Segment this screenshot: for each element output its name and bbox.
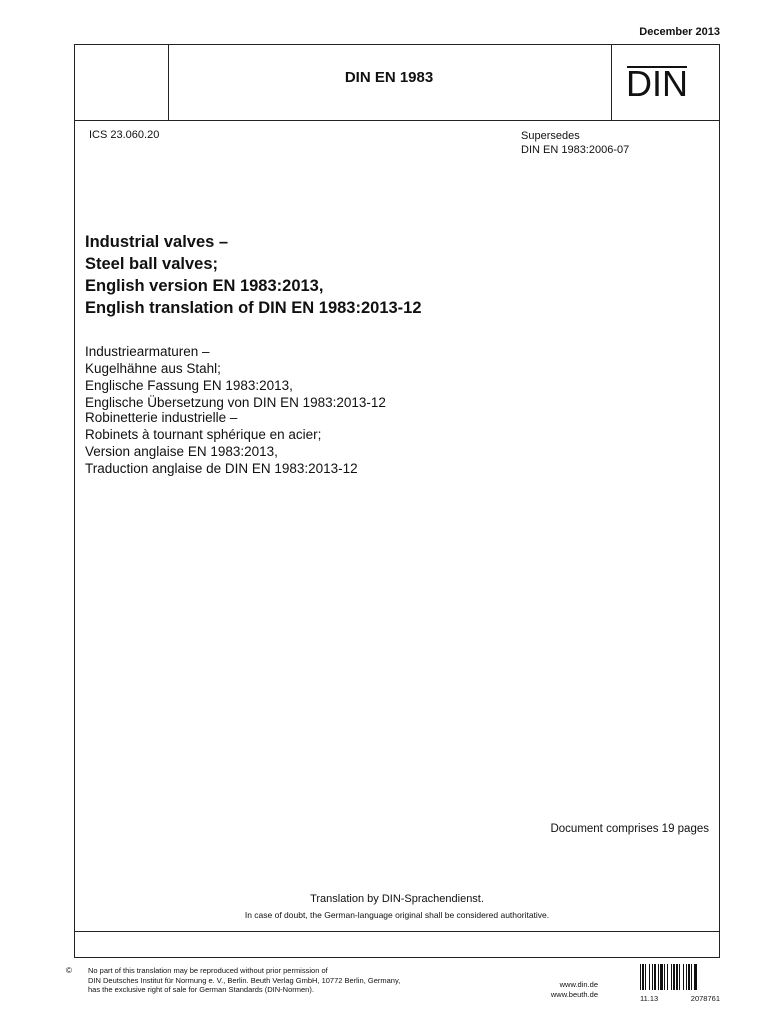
english-title-line: Industrial valves –	[85, 233, 229, 251]
publication-date: December 2013	[639, 26, 720, 38]
legal-line: DIN Deutsches Institut für Normung e. V., Berlin. Beuth Verlag GmbH, 10772 Berlin, Germany,	[88, 975, 401, 985]
german-title	[85, 343, 386, 411]
translation-note: Translation by DIN-Sprachendienst.	[310, 893, 484, 905]
beuth-link[interactable]: www.beuth.de	[550, 990, 598, 999]
german-title-line: Industriearmaturen –	[85, 344, 210, 359]
authority-note: In case of doubt, the German-language original shall be considered authoritative.	[244, 910, 550, 920]
supersedes-value: DIN EN 1983:2006-07	[521, 144, 630, 156]
english-title-line: English version EN 1983:2013,	[85, 277, 324, 295]
german-title-line: Englische Übersetzung von DIN EN 1983:2013-12	[85, 395, 386, 410]
english-title-line: English translation of DIN EN 1983:2013-12	[85, 299, 422, 317]
french-title-line: Version anglaise EN 1983:2013,	[85, 444, 278, 459]
english-title-line: Steel ball valves;	[85, 255, 218, 273]
barcode-image	[640, 964, 720, 990]
ics-code: ICS 23.060.20	[89, 129, 160, 141]
order-number: 2078761	[690, 994, 720, 1003]
french-title-line: Robinets à tournant sphérique en acier;	[85, 427, 322, 442]
header-rule	[75, 120, 719, 121]
edition-number: 11.13	[640, 994, 659, 1003]
supersedes-block	[521, 129, 629, 157]
legal-line: has the exclusive right of sale for German Standards (DIN-Normen).	[88, 985, 314, 994]
french-title-line: Robinetterie industrielle –	[85, 410, 238, 425]
german-title-line: Kugelhähne aus Stahl;	[85, 361, 221, 376]
svg-text:DIN: DIN	[626, 65, 688, 101]
french-title-line: Traduction anglaise de DIN EN 1983:2013-12	[85, 461, 358, 476]
footer-rule	[75, 931, 719, 932]
standard-code: DIN EN 1983	[344, 69, 434, 86]
german-title-line: Englische Fassung EN 1983:2013,	[85, 378, 293, 393]
footer-urls	[530, 980, 598, 1000]
din-logo	[625, 65, 689, 101]
copyright-symbol: ©	[66, 966, 72, 975]
legal-notice	[88, 966, 518, 995]
supersedes-label: Supersedes	[521, 130, 580, 142]
din-link[interactable]: www.din.de	[559, 980, 598, 989]
legal-line: No part of this translation may be reproduced without prior permission of	[88, 966, 328, 975]
page-count-note: Document comprises 19 pages	[550, 823, 709, 835]
cover-frame	[74, 44, 720, 958]
header-divider-right	[611, 45, 612, 120]
document-numbers	[640, 994, 720, 1003]
french-title	[85, 409, 358, 477]
english-title	[85, 231, 422, 319]
